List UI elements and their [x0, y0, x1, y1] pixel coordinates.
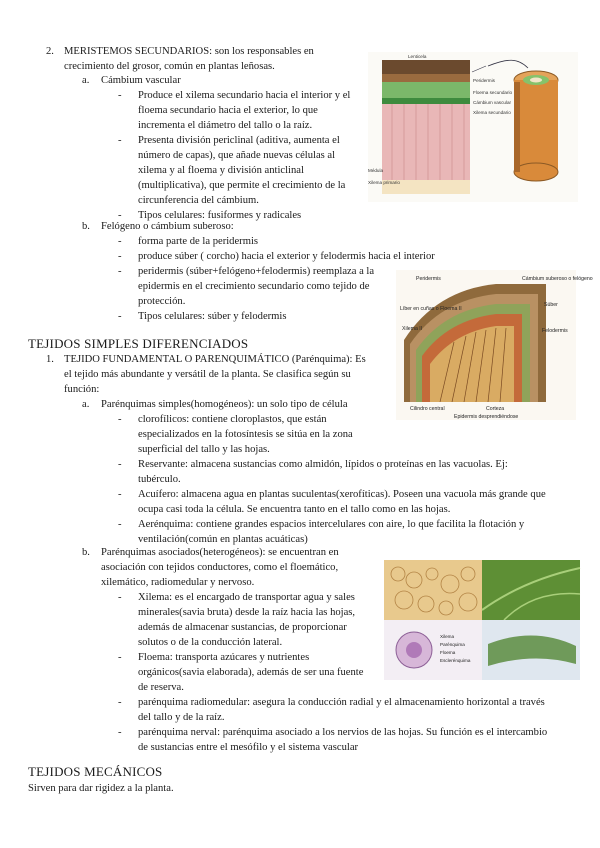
bullet-line: [118, 472, 181, 487]
micrograph-collage-figure: [384, 560, 580, 680]
bullet-line: [118, 148, 336, 163]
tejidos-mecanicos-heading: TEJIDOS MECÁNICOS: [28, 764, 163, 779]
asociados-letter: b.: [82, 547, 90, 558]
bullet-text: peridermis (súber+felógeno+felodermis) reemplaza a la: [138, 266, 375, 277]
item1-line2: el tejido más abundante y versátil de la planta. Se clasifica según su: [64, 369, 351, 380]
tejidos-mecanicos-text: Sirven para dar rigidez a la planta.: [28, 783, 174, 794]
figure2-label-2: Súber: [544, 302, 558, 308]
figure2-label-1: Cámbium suberoso o felógeno: [522, 276, 593, 282]
cambium-title: Cámbium vascular: [101, 75, 181, 86]
bullet-line: [118, 412, 327, 427]
bullet-line: [118, 680, 184, 695]
item1-title-line: TEJIDO FUNDAMENTAL O PARENQUIMÁTICO (Parénquima): Es: [64, 354, 366, 365]
figure2-label-6: Cilindro central: [410, 406, 445, 412]
bullet-text: parénquima nerval: parénquima asociado a los nervios de las hojas. Su función es el intercambio: [138, 727, 548, 738]
bullet-dash: -: [118, 697, 122, 708]
bullet-text: Tipos celulares: fusiformes y radicales: [138, 210, 302, 221]
figure1-label-3: Cámbium vascular: [473, 100, 512, 105]
bullet-dash: -: [118, 135, 122, 146]
bullet-line: [118, 279, 370, 294]
bullet-line: [118, 665, 364, 680]
bullet-line: [118, 118, 313, 133]
simples-letter: a.: [82, 399, 90, 410]
bullet-line: [118, 517, 525, 532]
bullet-text: número de capas), que añade nuevas células al: [138, 150, 336, 161]
bullet-text: epidermis en el crecimiento secundario como tejido de: [138, 281, 370, 292]
bullet-text: clorofílicos: contiene cloroplastos, que están: [138, 414, 327, 425]
tejidos-simples-heading: TEJIDOS SIMPLES DIFERENCIADOS: [28, 336, 249, 351]
simples-title: Parénquimas simples(homogéneos): un solo tipo de célula: [101, 399, 348, 410]
bullet-text: además de almacenar sustancias, de proporcionar: [138, 622, 347, 633]
bullet-dash: -: [118, 592, 122, 603]
figure2-label-5: Xilema II: [402, 326, 423, 332]
bullet-text: incrementa el diámetro del tallo o la raíz.: [138, 120, 313, 131]
bullet-line: [118, 635, 283, 650]
bullet-dash: -: [118, 266, 122, 277]
section2-intro-line2: crecimiento del grosor, común en plantas leñosas.: [64, 61, 275, 72]
bullet-text: tubérculo.: [138, 474, 181, 485]
figure1-label-2: Floema secundario: [473, 90, 513, 95]
bullet-line: [118, 650, 310, 665]
stem-section-illustration: [368, 52, 578, 202]
bullet-dash: -: [118, 652, 122, 663]
bullet-dash: -: [118, 727, 122, 738]
bullet-dash: -: [118, 311, 122, 322]
bullet-line: [118, 88, 351, 103]
figure3-label-0: Xilema: [440, 634, 455, 639]
bullet-text: de sustancias entre el mesófilo y el sistema vascular: [138, 742, 359, 753]
figure2-label-3: Líber en cuñas o Floema II: [400, 306, 462, 312]
bullet-text: Acuífero: almacena agua en plantas suculentas(xerofíticas). Poseen una vacuola más grande que: [138, 489, 546, 500]
bullet-dash: -: [118, 489, 122, 500]
felogeno-letter: b.: [82, 221, 90, 232]
figure1-label-1: Peridermis: [473, 78, 495, 83]
bullet-dash: -: [118, 519, 122, 530]
bullet-line: [118, 193, 259, 208]
bullet-line: [118, 740, 359, 755]
figure3-label-3: Esclerénquima: [440, 658, 471, 663]
bullet-text: (multiplicativa), que permite el crecimiento de la: [138, 180, 346, 191]
bullet-dash: -: [118, 236, 122, 247]
bullet-line: [118, 309, 287, 324]
bullet-text: Produce el xilema secundario hacia el interior y el: [138, 90, 351, 101]
bullet-line: [118, 163, 304, 178]
figure1-label-6: Xilema primario: [368, 180, 400, 185]
figure1-label-4: Xilema secundario: [473, 110, 511, 115]
bullet-text: minerales(savia bruta) desde la raíz hacia las hojas,: [138, 607, 356, 618]
cambium-letter: a.: [82, 75, 90, 86]
section2-number: 2.: [46, 46, 54, 57]
bullet-line: [118, 457, 508, 472]
bullet-dash: -: [118, 90, 122, 101]
asociados-title-line: asociación con tejidos conductores, como el floemático,: [101, 562, 339, 573]
section2-intro: MERISTEMOS SECUNDARIOS: son los responsables en: [64, 46, 314, 57]
figure2-label-8: Epidermis desprendiéndose: [454, 414, 519, 420]
bullet-line: [118, 710, 225, 725]
bullet-dash: -: [118, 414, 122, 425]
figure3-label-2: Floema: [440, 650, 456, 655]
bullet-line: [118, 234, 259, 249]
micrograph-collage-illustration: [384, 560, 580, 680]
figure2-label-4: Felodermis: [542, 328, 568, 334]
figure2-label-0: Peridermis: [416, 276, 441, 282]
bullet-line: [118, 620, 347, 635]
bullet-text: Floema: transporta azúcares y nutrientes: [138, 652, 310, 663]
asociados-title: [101, 545, 381, 590]
bullet-dash: -: [118, 251, 122, 262]
bullet-text: Reservante: almacena sustancias como almidón, lípidos o proteínas en las vacuolas. Ej:: [138, 459, 508, 470]
bullet-text: produce súber ( corcho) hacia el exterior y felodermis hacia el interior: [138, 251, 435, 262]
bullet-text: protección.: [138, 296, 186, 307]
bullet-text: Xilema: es el encargado de transportar agua y sales: [138, 592, 355, 603]
item1-number: 1.: [46, 354, 54, 365]
bullet-line: [118, 502, 451, 517]
item1-line3: función:: [64, 384, 100, 395]
stem-section-figure: [368, 52, 578, 202]
bullet-line: [118, 249, 435, 264]
bullet-text: forma parte de la peridermis: [138, 236, 259, 247]
bullet-text: Aerénquima: contiene grandes espacios intercelulares con aire, lo que facilita la flotación y: [138, 519, 525, 530]
bullet-text: floema secundario hacia el exterior, lo que: [138, 105, 318, 116]
figure1-label-0: Lenticela: [408, 54, 427, 59]
bullet-line: [118, 103, 318, 118]
trunk-wedge-figure: [396, 270, 593, 420]
bullet-text: de reserva.: [138, 682, 184, 693]
bullet-line: [118, 605, 356, 620]
bullet-text: orgánicos(savia elaborada), además de ser una fuente: [138, 667, 364, 678]
felogeno-title: Felógeno o cámbium suberoso:: [101, 221, 234, 232]
figure2-label-7: Corteza: [486, 406, 505, 412]
figure1-label-5: Médula: [368, 168, 384, 173]
bullet-dash: -: [118, 459, 122, 470]
bullet-line: [118, 695, 545, 710]
bullet-text: Tipos celulares: súber y felodermis: [138, 311, 287, 322]
bullet-line: [118, 725, 548, 740]
bullet-text: del tallo y de la raíz.: [138, 712, 225, 723]
section2-title: MERISTEMOS SECUNDARIOS: [64, 46, 210, 57]
bullet-text: solutos o de la conducción lateral.: [138, 637, 283, 648]
bullet-line: [118, 487, 546, 502]
trunk-wedge-illustration: [396, 270, 593, 420]
bullet-text: xilema y al floema y división anticlinal: [138, 165, 304, 176]
bullet-line: [118, 264, 375, 279]
item1-title: TEJIDO FUNDAMENTAL O PARENQUIMÁTICO: [64, 354, 290, 365]
bullet-line: [118, 133, 340, 148]
bullet-text: Presenta división periclinal (aditiva, aumenta el: [138, 135, 340, 146]
bullet-line: [118, 590, 355, 605]
bullet-text: ventilación(común en plantas acuáticas): [138, 534, 308, 545]
asociados-title-line: Parénquimas asociados(heterogéneos): se encuentran en: [101, 547, 339, 558]
bullet-text: superficial del tallo y las hojas.: [138, 444, 270, 455]
figure3-label-1: Parénquima: [440, 642, 465, 647]
bullet-text: especializados en la fotosíntesis se sitúa en la zona: [138, 429, 353, 440]
bullet-text: ocupa casi toda la célula. Se encuentra tanto en el tallo como en las hojas.: [138, 504, 451, 515]
bullet-line: [118, 427, 353, 442]
bullet-line: [118, 178, 346, 193]
bullet-line: [118, 294, 186, 309]
bullet-dash: -: [118, 210, 122, 221]
bullet-line: [118, 442, 270, 457]
bullet-text: parénquima radiomedular: asegura la conducción radial y el almacenamiento horizontal a través: [138, 697, 545, 708]
asociados-title-line: xilemático, radiomedular y nervoso.: [101, 577, 255, 588]
bullet-text: circunferencia del cámbium.: [138, 195, 259, 206]
